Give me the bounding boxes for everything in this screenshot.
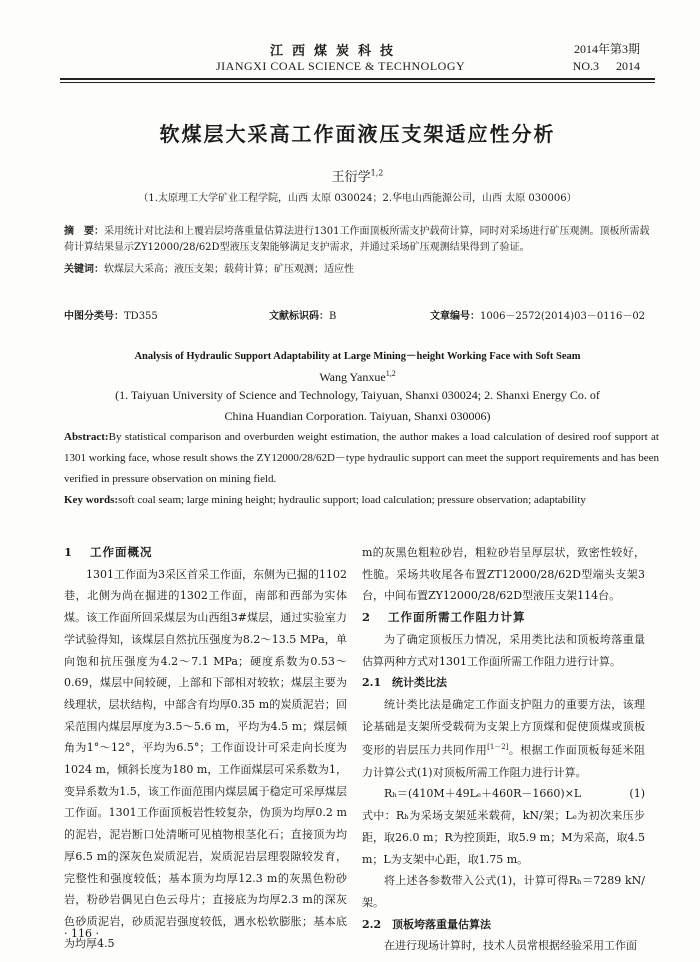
article-value: 1006－2572(2014)03－0116－02 — [480, 311, 646, 322]
page-number: · 116 · — [64, 927, 99, 940]
keywords-en-text: soft coal seam; large mining height; hydraulic support; load calculation; pressure observation; adaptability — [118, 494, 586, 506]
article-label: 文章编号： — [430, 311, 480, 322]
journal-name-cn: 江西煤炭科技 — [270, 44, 403, 59]
affiliation-en-line1: (1. Taiyuan University of Science and Technology, Taiyuan, Shanxi 030024; 2. Shanxi Energy Co. of — [115, 388, 600, 402]
citation-ref: [1－2] — [487, 743, 509, 752]
continued-paragraph: m的灰黑色粗粒砂岩，粗粒砂岩呈厚层状，致密性较好，性脆。采场共收尾各布置ZT12000/28/62D型端头支架3台，中间布置ZY12000/28/62D型液压支架114台。 — [362, 546, 645, 603]
article-meta — [64, 307, 659, 323]
formula-1 — [362, 783, 645, 805]
statistical-text-b: 。根据工作面顶板每延米阻力计算公式(1)对顶板所需工作阻力进行计算。 — [362, 743, 645, 779]
abstract-cn-label: 摘 要： — [64, 226, 104, 237]
section-2-number: 2 — [362, 610, 371, 625]
section-1-number: 1 — [64, 545, 73, 559]
keywords-cn-text: 软煤层大采高；液压支架；载荷计算；矿压观测；适应性 — [104, 264, 354, 275]
formula-number: (1) — [629, 787, 645, 801]
issue-cn: 2014年第3期 — [573, 42, 640, 56]
statistical-text-a: 统计类比法是确定工作面支护阻力的重要方法，该理论基础是支架所受载荷为支架上方顶煤和促使顶煤或顶板变形的岩层压力共同作用 — [362, 697, 645, 757]
section-2-intro: 为了确定顶板压力情况，采用类比法和顶板垮落重量估算两种方式对1301工作面所需工作阻力进行计算。 — [362, 632, 645, 668]
keywords-cn — [64, 262, 659, 278]
subsection-2-2-number: 2.2 — [362, 917, 382, 931]
subsection-2-2-heading — [362, 914, 645, 936]
abstract-en-text: By statistical comparison and overburden weight estimation, the author makes a load calculation of desired roof support at 1301 working face, whose result shows the ZY12000/28/62D－type hydraulic support can meet the support requirements and has been verified in pressure observation on mining field. — [64, 431, 659, 485]
result-paragraph: 将上述各参数带入公式(1)，计算可得Rₕ＝7289 kN/架。 — [362, 874, 645, 909]
subsection-2-2-paragraph: 在进行现场计算时，技术人员常根据经验采用工作面 — [384, 939, 637, 953]
journal-name-en: JIANGXI COAL SCIENCE & TECHNOLOGY — [216, 59, 466, 73]
formula-explanation: 式中：Rₕ为采场支架延米载荷，kN/架；Lₑ为初次来压步距，取26.0 m；R为控顶距，取5.9 m；M为采高，取4.5 m；L为支架中心距，取1.75 m。 — [362, 809, 645, 866]
author-cn-name: 王衍学 — [331, 170, 371, 185]
subsection-2-1-heading — [362, 672, 645, 694]
clc-label: 中图分类号： — [64, 311, 124, 322]
author-en-sup: 1,2 — [385, 369, 396, 378]
subsection-2-2-title: 顶板垮落重量估算法 — [392, 917, 491, 931]
paper-title-cn: 软煤层大采高工作面液压支架适应性分析 — [159, 122, 556, 146]
body-left-column — [64, 542, 347, 954]
section-2-title: 工作面所需工作阻力计算 — [388, 610, 526, 625]
clc-code — [64, 307, 158, 322]
abstract-en — [64, 427, 659, 490]
author-en-name: Wang Yanxue — [319, 370, 386, 384]
subsection-2-1-title: 统计类比法 — [392, 676, 447, 690]
doc-label: 文献标识码： — [269, 311, 329, 322]
formula-expression: Rₕ＝(410M＋49Lₑ＋460R－1660)×L — [384, 787, 582, 801]
author-cn — [0, 166, 700, 185]
keywords-en-label: Key words: — [64, 494, 119, 506]
header-rule — [60, 78, 655, 80]
keywords-cn-label: 关键词： — [64, 264, 104, 275]
header-rule-thin — [60, 82, 655, 83]
clc-value: TD355 — [124, 311, 158, 322]
author-en — [0, 369, 700, 385]
keywords-en — [64, 490, 659, 511]
abstract-en-label: Abstract: — [64, 431, 109, 443]
section-1-title: 工作面概况 — [90, 545, 153, 559]
section-2-heading — [362, 607, 645, 629]
abstract-cn — [64, 224, 659, 256]
affiliation-cn: （1.太原理工大学矿业工程学院，山西 太原 030024；2.华电山西能源公司，山西 太原 030006） — [138, 193, 577, 204]
doc-code — [269, 307, 336, 322]
section-1-heading — [64, 542, 347, 564]
affiliation-en-line2: China Huandian Corporation. Taiyuan, Shanxi 030006) — [224, 409, 491, 423]
issue-year: 2014 — [616, 59, 640, 73]
author-cn-sup: 1,2 — [370, 168, 384, 178]
abstract-cn-text: 采用统计对比法和上覆岩层垮落重量估算法进行1301工作面顶板所需支护载荷计算，同时对采场进行矿压观测。顶板所需载荷计算结果显示ZY12000/28/62D型液压支架能够满足支护需求，并通过采场矿压观测结果得到了验证。 — [64, 226, 650, 253]
subsection-2-1-number: 2.1 — [362, 676, 382, 690]
affiliation-en — [90, 385, 625, 427]
issue-no: NO.3 — [572, 59, 599, 73]
issue-number — [573, 59, 640, 74]
doc-value: B — [329, 311, 337, 322]
article-number — [430, 307, 645, 322]
body-right-column — [362, 542, 645, 957]
paper-title-en: Analysis of Hydraulic Support Adaptability at Large Mining－height Working Face with Soft Seam — [134, 351, 581, 362]
section-1-paragraph: 1301工作面为3采区首采工作面，东侧为已掘的1102巷，北侧为尚在掘进的1302工作面，南部和西部为实体煤。该工作面所回采煤层为山西组3#煤层，通过实验室力学试验得知，该煤层自然抗压强度为8.2～13.5 MPa，单向饱和抗压强度为4.2～7.1 MPa；硬度系数为0.53～0.69，煤层中间较硬，上部和下部相对较软；煤层主要为线理状，层状结构，中部含有均厚0.35 m的炭质泥岩；回采范围内煤层厚度为3.5～5.6 m，平均为4.5 m；煤层倾角为1°～12°，平均为6.5°；工作面设计可采走向长度为1024 m，倾斜长度为180 m，工作面煤层可采系数为1，变异系数为1.5，该工作面范围内煤层属于稳定可采厚煤层工作面。1301工作面顶板岩性较复杂，伪顶为均厚0.2 m的泥岩，泥岩断口处清晰可见植物根茎化石；直接顶为均厚6.5 m的深灰色炭质泥岩，炭质泥岩层理裂隙较发育，完整性和强度较低；基本顶为均厚12.3 m的灰黑色粉砂岩，粉砂岩偶见白色云母片；直接底为均厚2.3 m的深灰色砂质泥岩，砂质泥岩强度较低，遇水松软膨胀；基本底为均厚4.5 — [64, 567, 347, 950]
statistical-method-paragraph — [362, 694, 645, 783]
